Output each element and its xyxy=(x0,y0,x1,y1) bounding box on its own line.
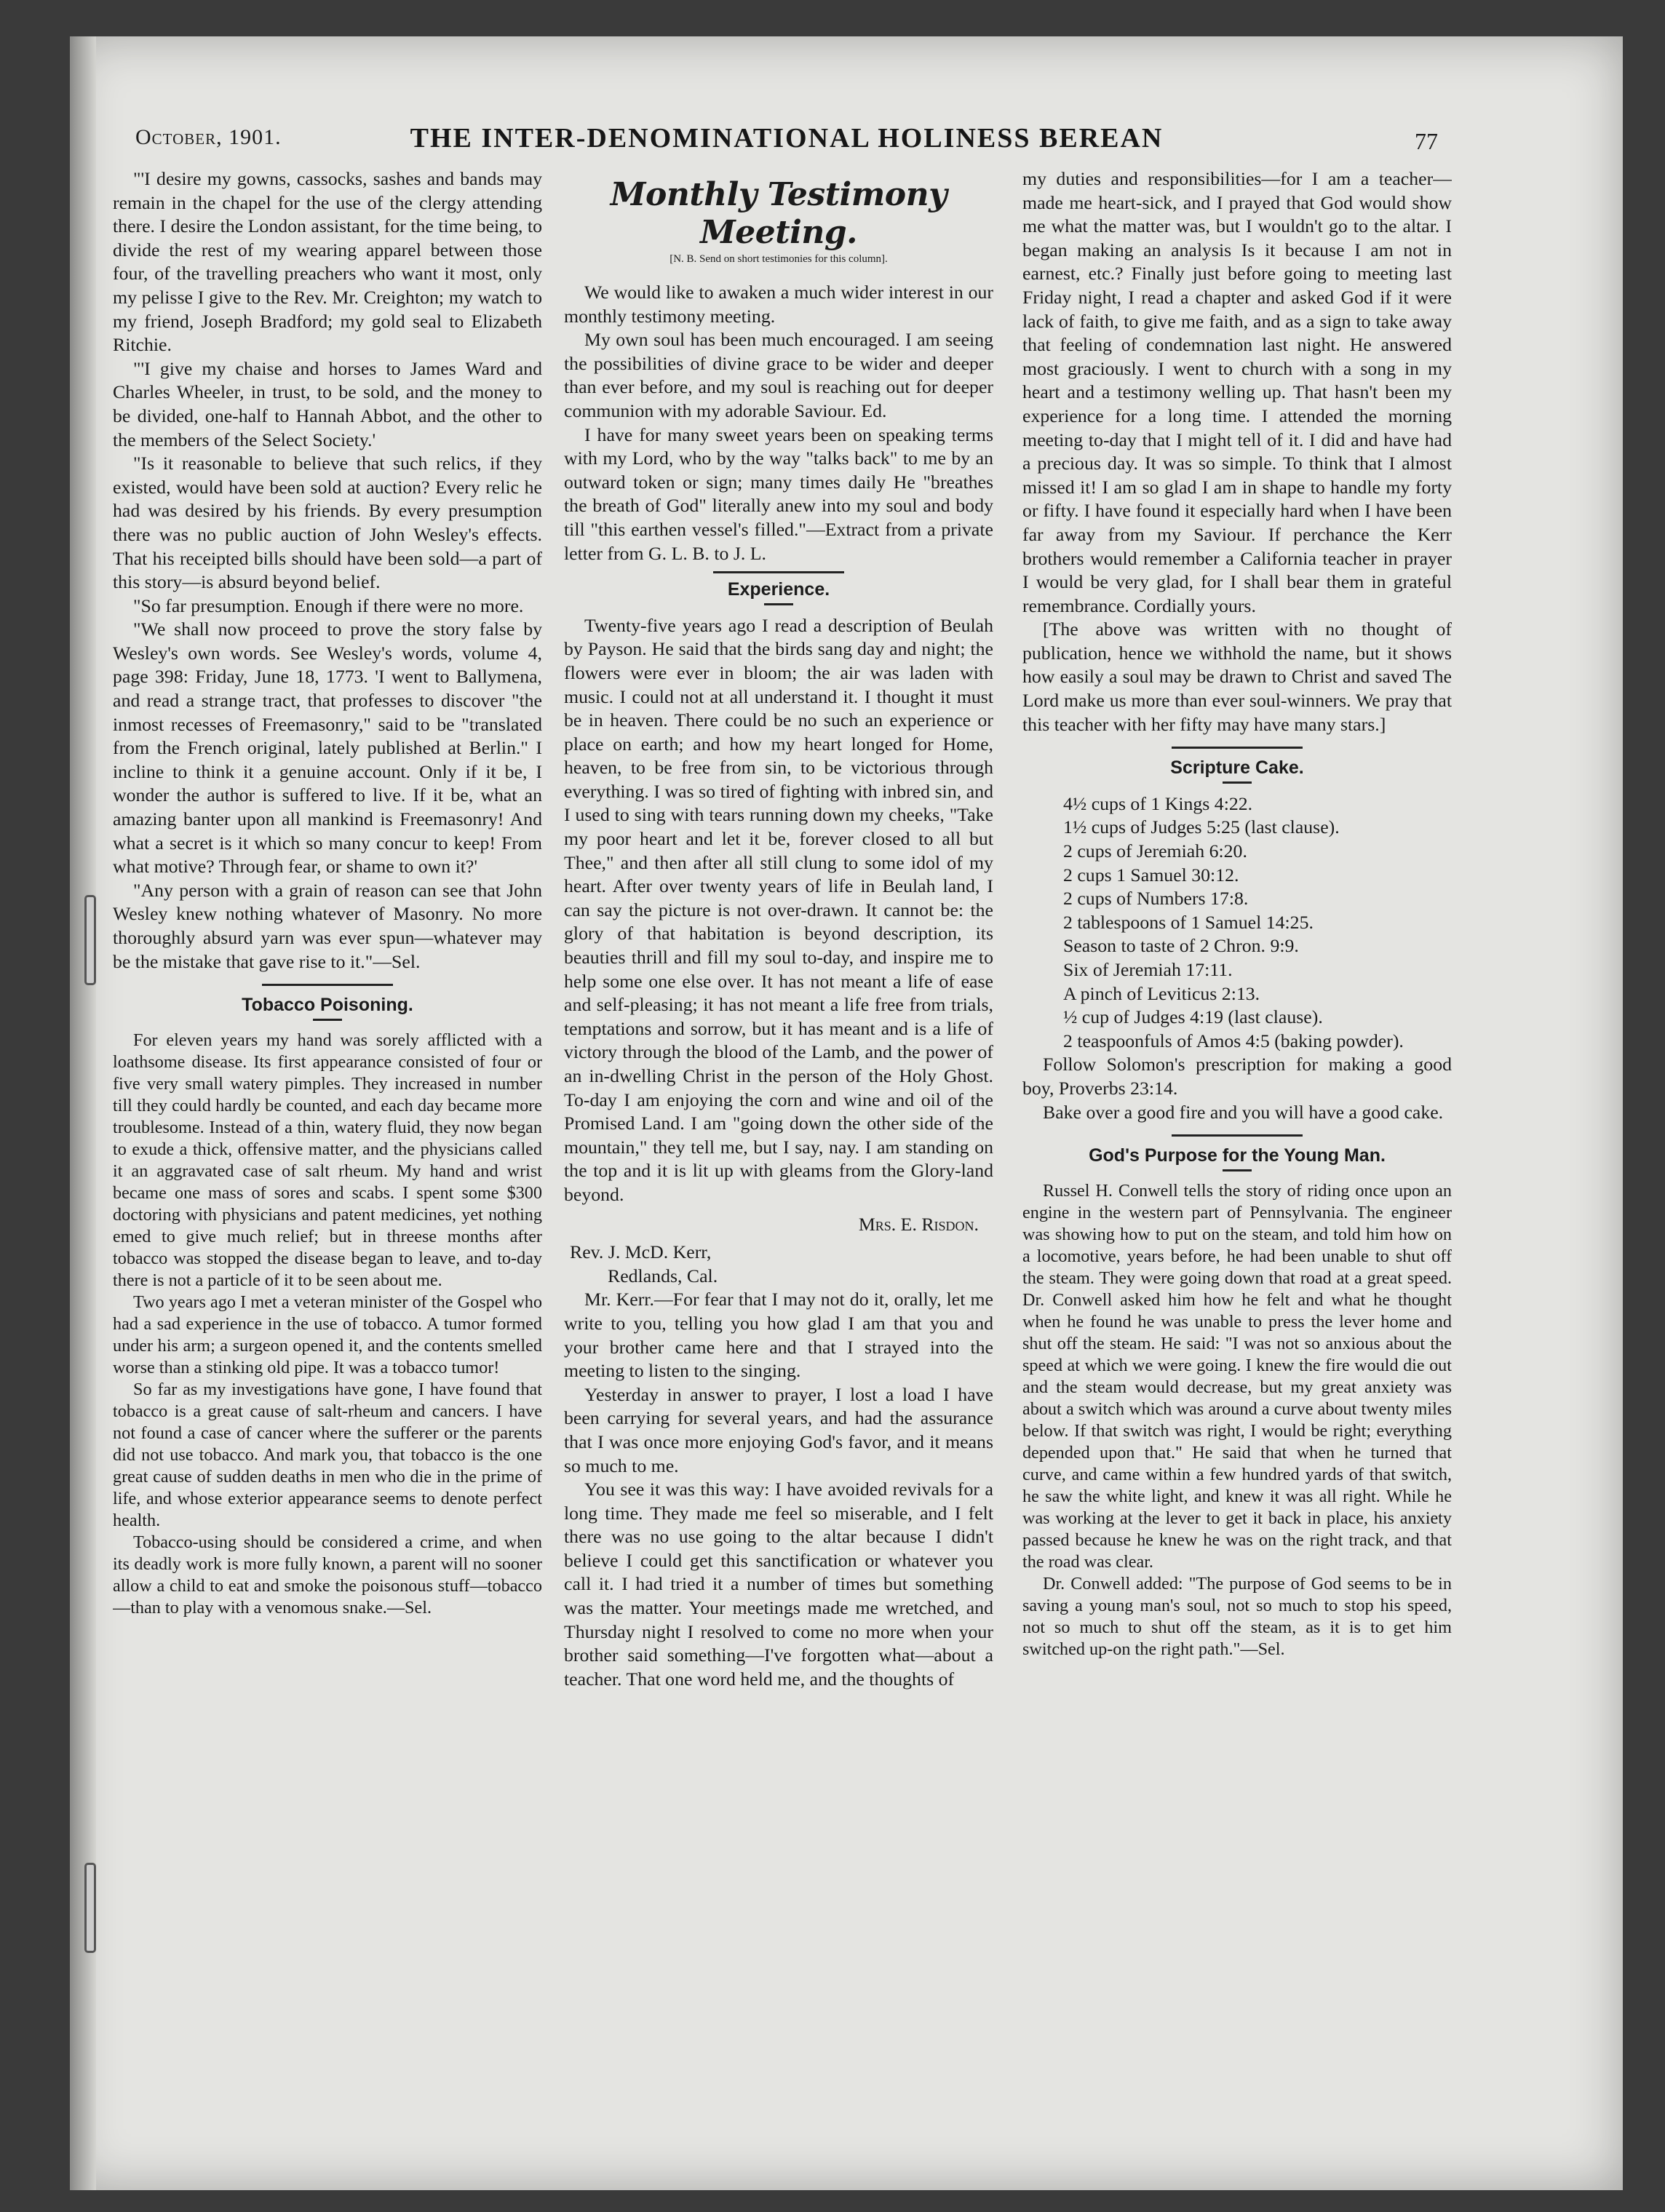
recipe-line: 2 tablespoons of 1 Samuel 14:25. xyxy=(1063,911,1314,933)
address-line: Rev. J. McD. Kerr, xyxy=(570,1241,712,1263)
recipe-line: Season to taste of 2 Chron. 9:9. xyxy=(1063,935,1299,957)
section-divider xyxy=(713,571,844,573)
section-divider xyxy=(1172,1134,1303,1137)
issue-date: October, 1901. xyxy=(135,125,282,149)
paragraph: Dr. Conwell added: "The purpose of God seems to be in saving a young man's soul, not so much to stop his speed, not so much to shut off the steam, as it is to get him switched up-on the right path."—Sel. xyxy=(1022,1573,1452,1659)
paragraph: So far as my investigations have gone, I have found that tobacco is a great cause of salt-rheum and cancers. I have not found a case of cancer where the sufferer or the parents did not use tobacco. And mark you, that tobacco is the one great cause of sudden deaths in men who die in the prime of life, and whose exterior appearance seems to denote perfect health. xyxy=(113,1379,542,1530)
recipe-line: 2 cups of Numbers 17:8. xyxy=(1063,888,1249,910)
paragraph: [The above was written with no thought of publication, hence we withhold the name, but it shows how easily a soul may be drawn to Christ and saved The Lord make us more than ever soul-winners. We pray that this teacher with her fifty may have many stars.] xyxy=(1022,618,1452,735)
page-header xyxy=(135,109,1438,160)
signature: Mrs. E. Risdon. xyxy=(858,1213,979,1235)
paragraph: "'I give my chaise and horses to James Ward and Charles Wheeler, in trust, to be sold, and the money to be divided, one-half to Hannah Abbot, and the other to the members of the Select Society.' xyxy=(113,357,542,450)
paragraph: My own soul has been much encouraged. I am seeing the possibilities of divine grace to be wider and deeper than ever before, and my soul is reaching out for deeper communion with my adorable Saviour. Ed. xyxy=(564,329,993,421)
staple-icon xyxy=(84,895,96,985)
paragraph: For eleven years my hand was sorely afflicted with a loathsome disease. Its first appearance consisted of four or five very small watery pimples. They increased in number till they could hardly be counted, and each day became more troublesome. Instead of a thin, watery fluid, they now began to exude a thick, offensive matter, and the physicians called it an aggravated case of salt rheum. My hand and wrist became one mass of sores and scabs. I spent some $300 doctoring with physicians and patent medicines, yet nothing emed to give much relief; but in threese months after tobacco was stopped the disease began to leave, and to-day there is not a particle of it to be seen about me. xyxy=(113,1030,542,1290)
heading-underline xyxy=(1223,781,1252,784)
paragraph: "'I desire my gowns, cassocks, sashes and bands may remain in the chapel for the use of the clergy attending there. I desire the London assistant, for the time being, to divide the rest of my wearing apparel between those four, of the travelling preachers who want it most, only my pelisse I give to the Rev. Mr. Creighton; my watch to my friend, Joseph Bradford; my gold seal to Elizabeth Ritchie. xyxy=(113,168,542,356)
purpose-heading: God's Purpose for the Young Man. xyxy=(1089,1145,1386,1166)
recipe-line: 4½ cups of 1 Kings 4:22. xyxy=(1063,792,1253,814)
paragraph: Russel H. Conwell tells the story of riding once upon an engine in the western part of Pennsylvania. The engineer was showing how to put on the steam, and told him how on a locomotive, years before, he had been unable to shut off the steam. They were going down that road at a great speed. Dr. Conwell asked him how he felt and what he thought when he found he was unable to press the lever home and shut off the steam. He said: "I was not so anxious about the speed at which we were going. I knew the fire would die out and the steam would decrease, but my great anxiety was about a switch which was around a curve about twenty miles below. If that switch was right, I would be right; everything depended upon that." He said that when he turned that curve, and came within a few hundred yards of that switch, he saw the white light, and knew it was all right. While he was working at the lever to get it back in place, his anxiety passed because he knew he was on the right track, and that the road was clear. xyxy=(1022,1180,1452,1572)
recipe-line: Six of Jeremiah 17:11. xyxy=(1063,959,1233,980)
testimony-heading: Monthly Testimony Meeting. xyxy=(610,176,947,251)
paragraph: "Is it reasonable to believe that such relics, if they existed, would have been sold at auction? Every relic he had was desired by his friends. By every presumption there was no public auction of John Wesley's effects. That his receipted bills should have been sold—a part of this story—is absurd beyond belief. xyxy=(113,453,542,593)
publication-title: THE INTER-DENOMINATIONAL HOLINESS BEREAN xyxy=(410,123,1164,154)
column-left xyxy=(113,167,542,2132)
recipe-line: ½ cup of Judges 4:19 (last clause). xyxy=(1063,1006,1323,1028)
column-middle xyxy=(564,167,993,2132)
paragraph: I have for many sweet years been on speaking terms with my Lord, who by the way "talks back" to me by an outward token or sign; many times daily He "breathes the breath of God" literally anew into my soul and body till "this earthen vessel's filled."—Extract from a private letter from G. L. B. to J. L. xyxy=(564,423,993,564)
address-line: Redlands, Cal. xyxy=(608,1265,718,1286)
recipe-line: 2 teaspoonfuls of Amos 4:5 (baking powder). xyxy=(1063,1030,1404,1051)
section-divider xyxy=(262,984,393,986)
recipe-line: A pinch of Leviticus 2:13. xyxy=(1063,982,1260,1004)
paragraph: We would like to awaken a much wider interest in our monthly testimony meeting. xyxy=(564,282,993,327)
heading-underline xyxy=(313,1019,342,1021)
page-number: 77 xyxy=(1415,128,1438,154)
recipe-line: 2 cups of Jeremiah 6:20. xyxy=(1063,840,1247,862)
recipe-line: 1½ cups of Judges 5:25 (last clause). xyxy=(1063,816,1340,838)
tobacco-heading: Tobacco Poisoning. xyxy=(242,995,413,1016)
recipe-line: Bake over a good fire and you will have a good cake. xyxy=(1043,1101,1444,1123)
paragraph: Tobacco-using should be considered a crime, and when its deadly work is more fully known, a parent will no sooner allow a child to eat and smoke the poisonous stuff—tobacco—than to play with a venomous snake.—Sel. xyxy=(113,1532,542,1618)
heading-underline xyxy=(764,603,793,605)
paragraph: my duties and responsibilities—for I am a teacher—made me heart-sick, and I prayed that God would show me what the matter was, but I wouldn't go to the altar. I began making an analysis Is it because I am not in earnest, etc.? Finally just before going to meeting last Friday night, I read a chapter and asked God if it were lack of faith, to give me faith, and as a sign to take away that feeling of condemnation last night. He answered most graciously. I went to church with a song in my heart and a testimony welling up. That hasn't been my experience for a long time. I attended the morning meeting to-day that I might tell of it. I did and have had a precious day. It was so simple. To think that I almost missed it! I am so glad I am in shape to handle my forty or fifty. I have found it especially hard when I have been far away from my Saviour. If perchance the Kerr brothers would remember a California teacher in prayer I would be very glad, for I shall bear them in grateful remembrance. Cordially yours. xyxy=(1022,168,1452,616)
recipe-line: 2 cups 1 Samuel 30:12. xyxy=(1063,864,1239,886)
cake-heading: Scripture Cake. xyxy=(1170,757,1304,779)
paragraph: Mr. Kerr.—For fear that I may not do it, orally, let me write to you, telling you how glad I am that you and your brother came here and that I strayed into the meeting to listen to the singing. xyxy=(564,1289,993,1382)
paragraph: Twenty-five years ago I read a description of Beulah by Payson. He said that the birds sang day and night; the flowers were ever in bloom; the air was laden with music. I could not at all understand it. I thought it must be in heaven. There could be no such an experience or place on earth; and how my heart longed for Home, heaven, to be free from sin, to be victorious through everything. I was so tired of fighting with inbred sin, and I used to sing with tears running down my cheeks, "Take my poor heart and let it be, forever closed to all but Thee," and then after all still clung to some idol of my heart. After over twenty years of life in Beulah land, I can say the picture is not over-drawn. It cannot be: the glory of that habitation is beyond description, its beauties thrill and fill my soul to-day, and inspire me to help some one else over. It has not meant a life of ease and self-pleasing; it has not meant a life free from trials, temptations and sorrow, but it has meant and is a life of victory through the blood of the Lamb, and the power of an in-dwelling Christ in the person of the Holy Ghost. To-day I am enjoying the corn and wine and oil of the Promised Land. I am "going down the other side of the mountain," they tell me, but I say, nay. I am standing on the top and it is lit up with gleams from the Glory-land beyond. xyxy=(564,614,993,1205)
recipe-line: Follow Solomon's prescription for making a good boy, Proverbs 23:14. xyxy=(1022,1054,1452,1099)
section-divider xyxy=(1172,747,1303,749)
paragraph: "So far presumption. Enough if there were no more. xyxy=(133,594,524,616)
staple-icon xyxy=(84,1863,96,1953)
paragraph: "Any person with a grain of reason can see that John Wesley knew nothing whatever of Masonry. No more thoroughly absurd yarn was ever spun—whatever may be the mistake that gave rise to it."—Sel. xyxy=(113,879,542,972)
paragraph: You see it was this way: I have avoided revivals for a long time. They made me feel so miserable, and I felt there was no use going to the altar because I didn't believe I could get this sanctification or whatever you call it. I had tried it a number of times but something was the matter. Your meetings made me wretched, and Thursday night I resolved to come no more when your brother said something—I've forgotten what—about a teacher. That one word held me, and the thoughts of xyxy=(564,1479,993,1690)
editor-note: [N. B. Send on short testimonies for this column]. xyxy=(669,253,888,265)
paragraph: Yesterday in answer to prayer, I lost a load I have been carrying for several years, and had the assurance that I was once more enjoying God's favor, and it means so much to me. xyxy=(564,1383,993,1476)
column-right xyxy=(1022,167,1452,2132)
recipe-list xyxy=(1022,792,1452,1124)
heading-underline xyxy=(1223,1169,1252,1171)
paragraph: Two years ago I met a veteran minister of the Gospel who had a sad experience in the use of tobacco. A tumor formed under his arm; a surgeon opened it, and the contents smelled worse than a stinking old pipe. It was a tobacco tumor! xyxy=(113,1292,542,1377)
experience-heading: Experience. xyxy=(727,579,830,600)
paragraph: "We shall now proceed to prove the story false by Wesley's own words. See Wesley's words, volume 4, page 398: Friday, June 18, 1773. 'I went to Ballymena, and read a strange tract, that professes to discover "the inmost recesses of Freemasonry," said to be "translated from the French original, lately published at Berlin." I incline to think it a genuine account. Only if it be, I wonder the author is suffered to live. If it be, what an amazing banter upon all mankind is Freemasonry! And what a secret is it which so many concur to keep! From what motive? Through fear, or shame to own it?' xyxy=(113,618,542,878)
